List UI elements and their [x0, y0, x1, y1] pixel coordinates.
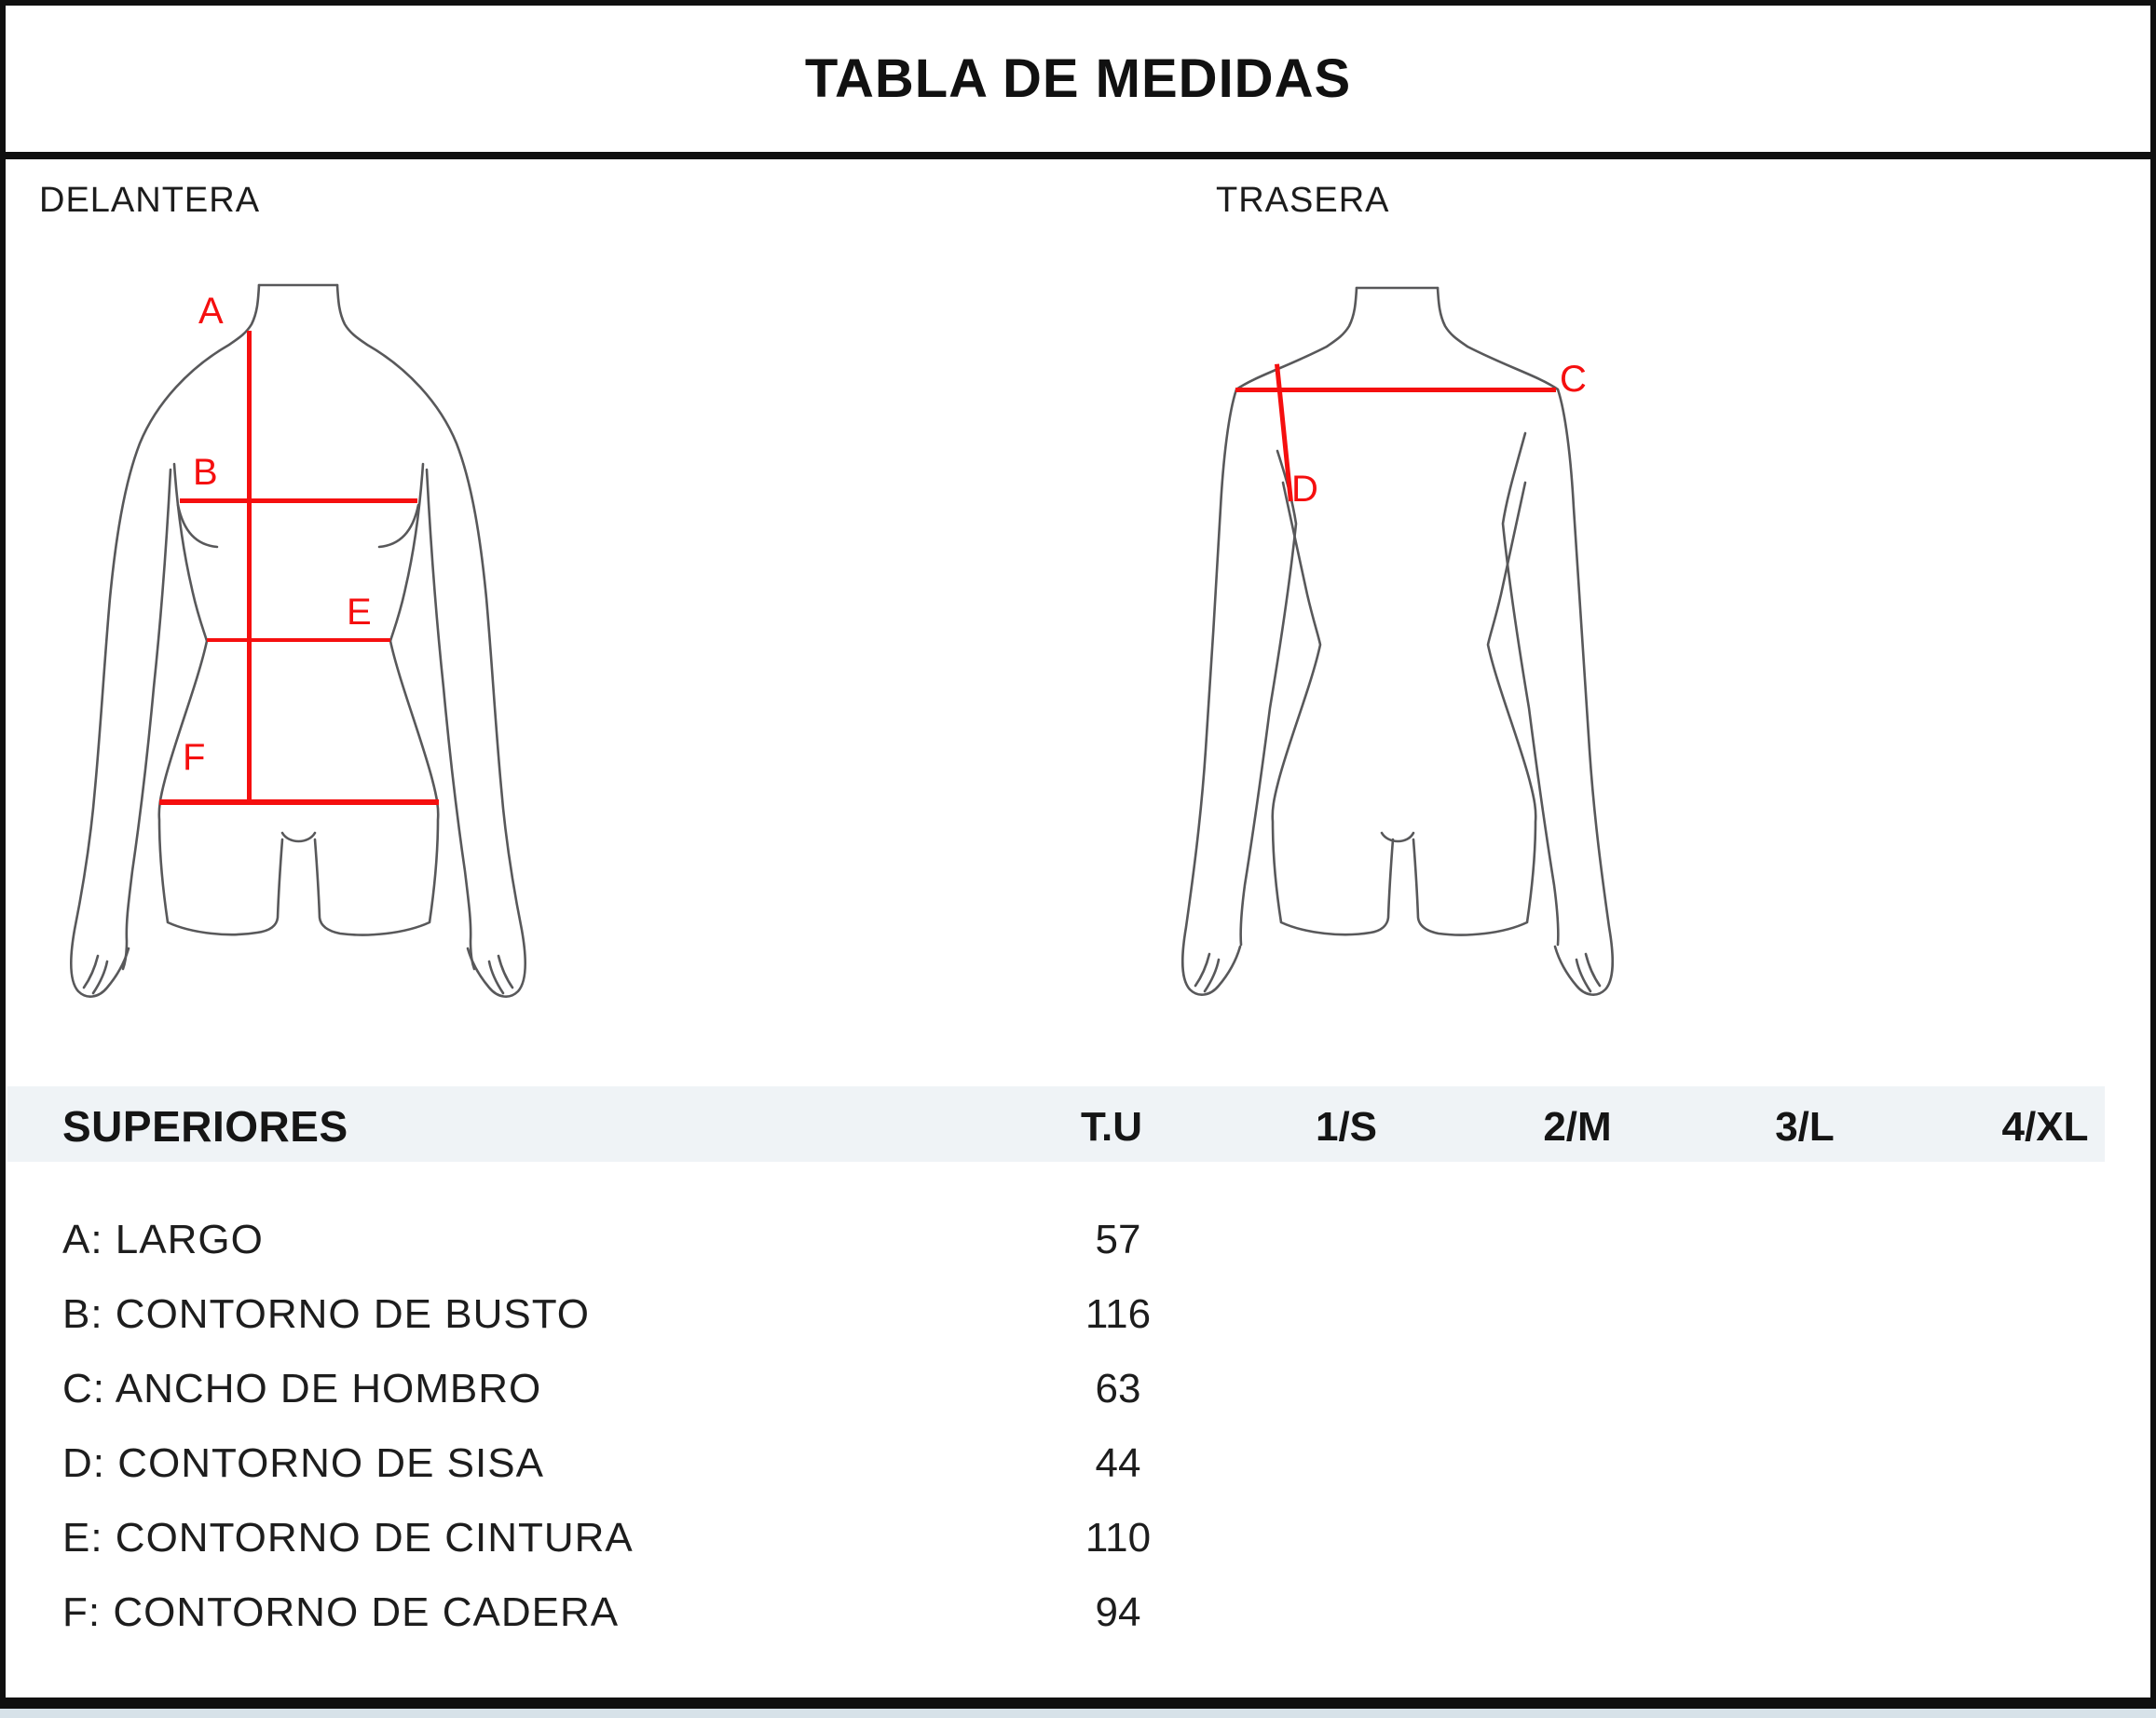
front-view-label: DELANTERA: [39, 181, 261, 220]
annotation-letter-A: A: [198, 291, 224, 332]
annotation-letter-F: F: [183, 737, 206, 778]
annotation-letter-B: B: [193, 452, 218, 493]
back-right-torso: [1413, 483, 1535, 935]
row-value-cadera-tu: 94: [1095, 1589, 1141, 1635]
measure-line-C-shoulder: [1235, 388, 1556, 392]
title-bar: [6, 6, 2150, 159]
measure-line-A-length: [247, 331, 252, 802]
annotation-letter-C: C: [1560, 359, 1587, 400]
annotation-letter-D: D: [1291, 469, 1318, 510]
back-left-outline: [1182, 288, 1357, 995]
front-left-torso: [159, 464, 282, 934]
back-left-fingers: [1195, 954, 1219, 991]
annotation-letter-E: E: [347, 592, 372, 633]
front-bust-curves: [178, 505, 418, 547]
back-center-notch: [1382, 833, 1413, 841]
measure-line-E-waist: [207, 638, 390, 642]
frame-border-left: [0, 0, 6, 1709]
column-header-xl: 4/XL: [2001, 1104, 2089, 1150]
row-label-hombro: C: ANCHO DE HOMBRO: [62, 1366, 542, 1411]
back-view-label: TRASERA: [1216, 181, 1390, 220]
frame-border-bottom: [0, 1698, 2156, 1709]
row-value-largo-tu: 57: [1095, 1217, 1141, 1262]
row-label-sisa: D: CONTORNO DE SISA: [62, 1440, 544, 1486]
column-header-tu: T.U: [1081, 1104, 1142, 1150]
row-label-cadera: F: CONTORNO DE CADERA: [62, 1589, 620, 1635]
back-left-torso: [1273, 483, 1393, 934]
page-title: TABLA DE MEDIDAS: [804, 48, 1352, 109]
back-right-fingers: [1576, 954, 1600, 991]
front-body-figure: [47, 270, 531, 1016]
row-value-cintura-tu: 110: [1085, 1515, 1152, 1561]
row-label-cintura: E: CONTORNO DE CINTURA: [62, 1515, 634, 1561]
row-value-busto-tu: 116: [1085, 1291, 1152, 1337]
row-value-hombro-tu: 63: [1095, 1366, 1141, 1411]
bottom-accent-strip: [0, 1709, 2156, 1718]
frame-border-right: [2150, 0, 2156, 1709]
front-right-torso: [315, 464, 438, 935]
row-value-sisa-tu: 44: [1095, 1440, 1141, 1486]
front-right-fingers: [489, 956, 512, 993]
row-label-largo: A: LARGO: [62, 1217, 264, 1262]
back-left-arm-inner: [1241, 451, 1296, 945]
front-left-fingers: [84, 956, 107, 993]
measure-line-F-hip: [159, 799, 439, 805]
column-header-s: 1/S: [1315, 1104, 1378, 1150]
row-label-busto: B: CONTORNO DE BUSTO: [62, 1291, 591, 1337]
column-header-l: 3/L: [1775, 1104, 1835, 1150]
measure-line-B-bust: [180, 498, 417, 503]
front-crotch-notch: [282, 833, 315, 841]
table-group-title: SUPERIORES: [62, 1102, 348, 1151]
column-header-m: 2/M: [1543, 1104, 1612, 1150]
back-right-arm-inner: [1503, 433, 1558, 945]
